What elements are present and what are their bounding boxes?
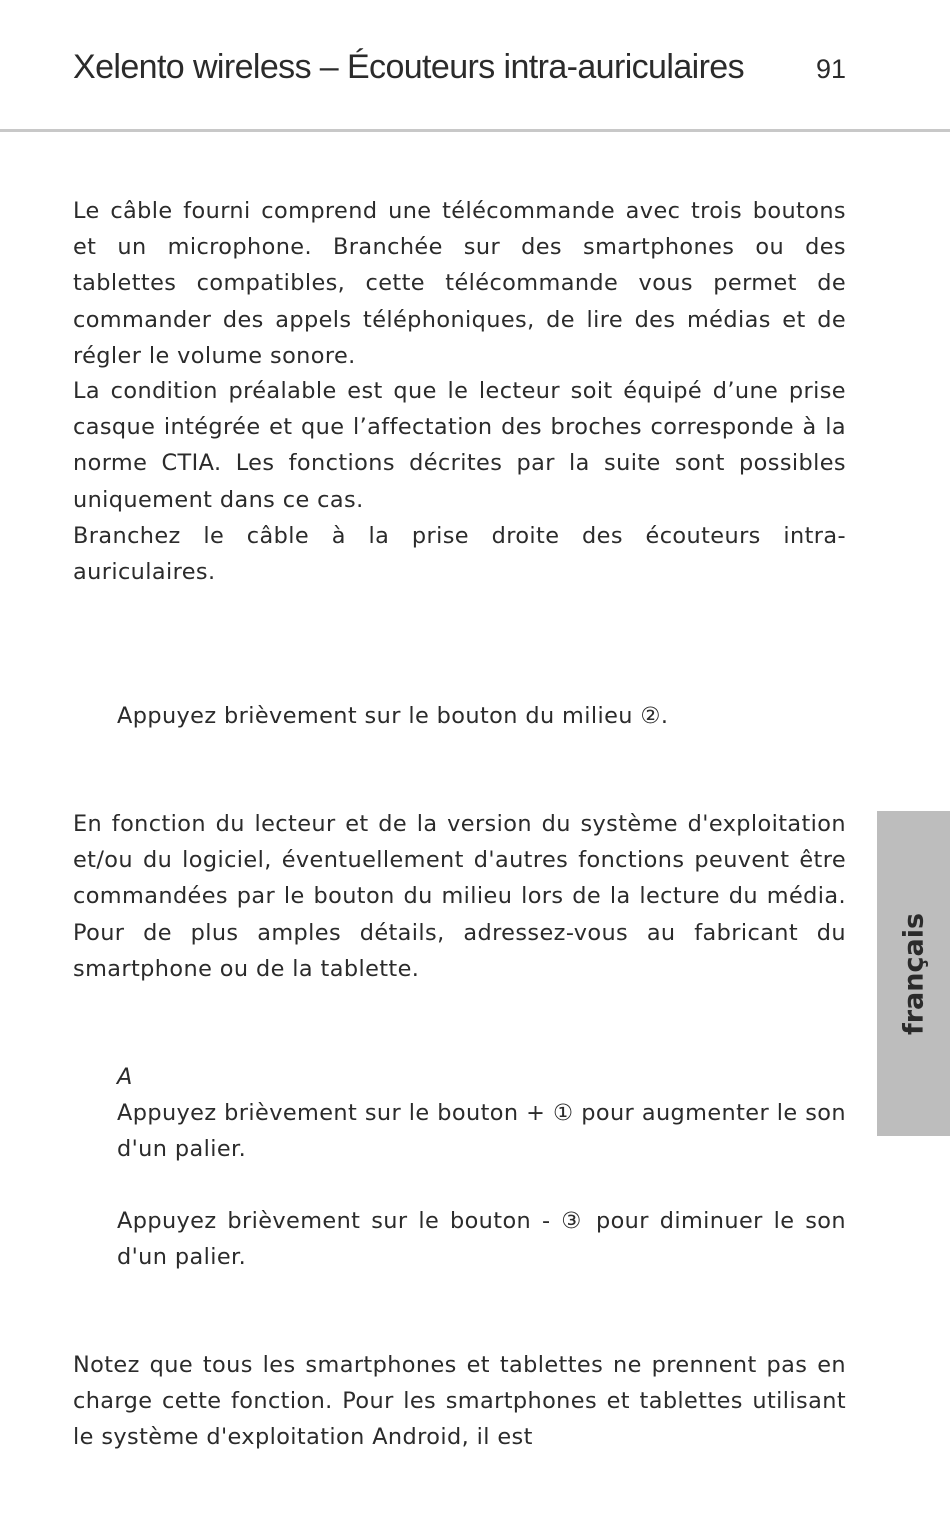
requirement-paragraph: La condition préalable est que le lecteur soit équipé d’une prise casque intégrée et que l’affectation des broches corresponde à la norme CTIA. Les fonctions décrites par la suite sont possibles uniquement dans ce cas. xyxy=(73,378,846,513)
page-number: 91 xyxy=(815,54,846,84)
language-tab-label: français xyxy=(898,912,929,1035)
volume-down-instruction: Appuyez brièvement sur le bouton - ③ pour diminuer le son d'un palier. xyxy=(117,1208,846,1271)
volume-up-instruction: Appuyez brièvement sur le bouton + ① pour augmenter le son d'un palier. xyxy=(117,1100,846,1163)
connection-paragraph: Branchez le câble à la prise droite des écouteurs intra-auriculaires. xyxy=(73,523,846,586)
additional-functions-paragraph: En fonction du lecteur et de la version du système d'exploitation et/ou du logiciel, éventuellement d'autres fonctions peuvent être commandées par le bouton du milieu lors de la lecture du média. Pour de plus amples détails, adressez-vous au fabricant du smartphone ou de la tablette. xyxy=(73,811,846,982)
page-header xyxy=(0,0,950,132)
compatibility-note-paragraph: Notez que tous les smartphones et tablettes ne prennent pas en charge cette fonction. Pour les smartphones et tablettes utilisant le système d'exploitation Android, il est xyxy=(73,1352,846,1451)
middle-button-instruction: Appuyez brièvement sur le bouton du milieu ②. xyxy=(117,703,669,729)
page-title: Xelento wireless – Écouteurs intra-auriculaires xyxy=(73,48,745,86)
language-tab xyxy=(877,811,950,1136)
intro-paragraph: Le câble fourni comprend une télécommande avec trois boutons et un microphone. Branchée sur des smartphones ou des tablettes compatibles, cette télécommande vous permet de commander des appels téléphoniques, de lire des médias et de régler le volume sonore. xyxy=(73,198,846,369)
section-label-a: A xyxy=(117,1064,133,1090)
